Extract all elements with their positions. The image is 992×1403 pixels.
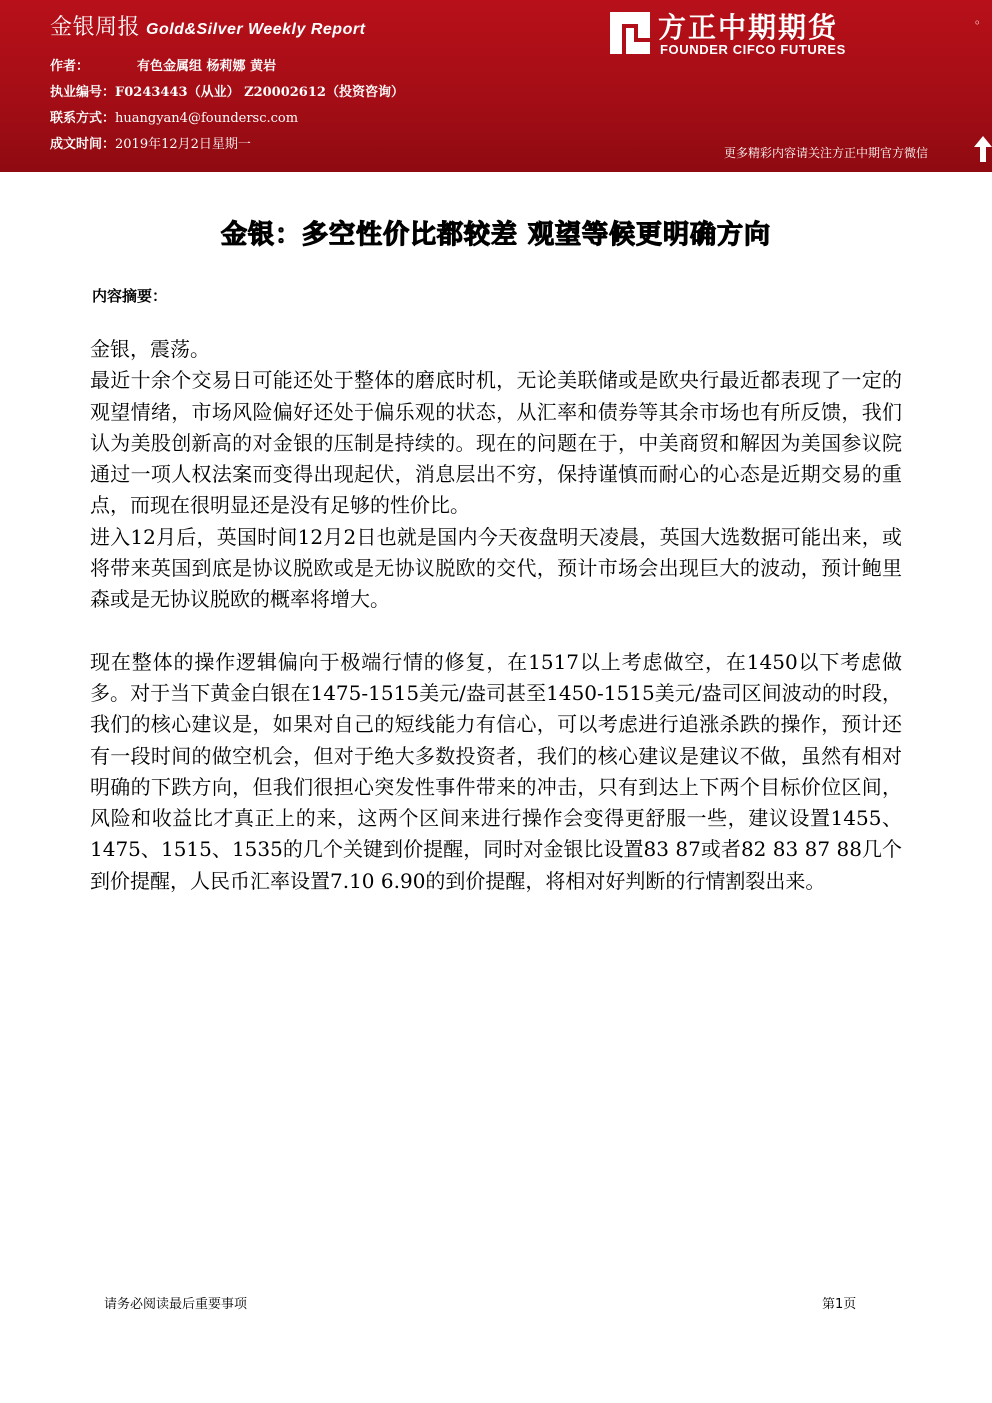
report-title-cn: 金银周报: [50, 15, 141, 40]
date-row: [50, 133, 251, 152]
summary-label: 内容摘要：: [92, 287, 168, 305]
paragraph-2: 最近十余个交易日可能还处于整体的磨底时机，无论美联储或是欧央行最近都表现了一定的观望情绪，市场风险偏好还处于偏乐观的状态，从汇率和债券等其余市场也有所反馈，我们认为美股创新高的对金银的压制是持续的。现在的问题在于，中美商贸和解因为美国参议院通过一项人权法案而变得出现起伏，消息层出不穷，保持谨慎而耐心的心态是近期交易的重点，而现在很明显还是没有足够的性价比。: [90, 368, 902, 518]
date-value: 2019年12月2日星期一: [115, 137, 251, 152]
license-label: 执业编号：: [50, 85, 116, 100]
report-body: [90, 334, 902, 897]
page-number: 第1页: [822, 1297, 857, 1312]
header-banner: [0, 0, 992, 172]
logo-mark-icon: [604, 8, 654, 58]
contact-row: [50, 107, 298, 126]
document-title: 金银：多空性价比都较差 观望等候更明确方向: [220, 220, 772, 250]
company-logo: [602, 6, 862, 60]
follow-wechat-text: 更多精彩内容请关注方正中期官方微信: [724, 146, 929, 160]
contact-label: 联系方式：: [50, 111, 116, 126]
corner-dot: 。: [975, 12, 988, 26]
up-arrow-icon: [974, 136, 992, 162]
footer-notice: 请务必阅读最后重要事项: [104, 1297, 248, 1312]
paragraph-1: 金银，震荡。: [90, 337, 210, 361]
license-value: F0243443（从业） Z20002612（投资咨询）: [115, 85, 404, 100]
author-value: 有色金属组 杨莉娜 黄岩: [137, 59, 277, 74]
license-row: [50, 81, 404, 100]
date-label: 成文时间：: [50, 137, 116, 152]
author-label: 作者：: [50, 59, 90, 74]
paragraph-3: 进入12月后，英国时间12月2日也就是国内今天夜盘明天凌晨，英国大选数据可能出来，或将带来英国到底是协议脱欧或是无协议脱欧的交代，预计市场会出现巨大的波动，预计鲍里森或是无协议脱欧的概率将增大。: [90, 524, 902, 612]
logo-name-en: FOUNDER CIFCO FUTURES: [660, 42, 846, 57]
logo-name-cn: 方正中期期货: [658, 11, 839, 44]
author-row: [50, 55, 276, 74]
paragraph-gap: [90, 616, 902, 647]
report-title-en: Gold&Silver Weekly Report: [146, 21, 366, 38]
contact-value[interactable]: huangyan4@foundersc.com: [115, 111, 299, 126]
paragraph-4: 现在整体的操作逻辑偏向于极端行情的修复，在1517以上考虑做空，在1450以下考虑做多。对于当下黄金白银在1475-1515美元/盎司甚至1450-1515美元/盎司区间波动的时段，我们的核心建议是，如果对自己的短线能力有信心，可以考虑进行追涨杀跌的操作，预计还有一段时间的做空机会，但对于绝大多数投资者，我们的核心建议是建议不做，虽然有相对明确的下跌方向，但我们很担心突发性事件带来的冲击，只有到达上下两个目标价位区间，风险和收益比才真正上的来，这两个区间来进行操作会变得更舒服一些，建议设置1455、1475、1515、1535的几个关键到价提醒，同时对金银比设置83 87或者82 83 87 88几个到价提醒，人民币汇率设置7.10 6.90的到价提醒，将相对好判断的行情割裂出来。: [90, 649, 902, 893]
report-title: [50, 10, 365, 41]
